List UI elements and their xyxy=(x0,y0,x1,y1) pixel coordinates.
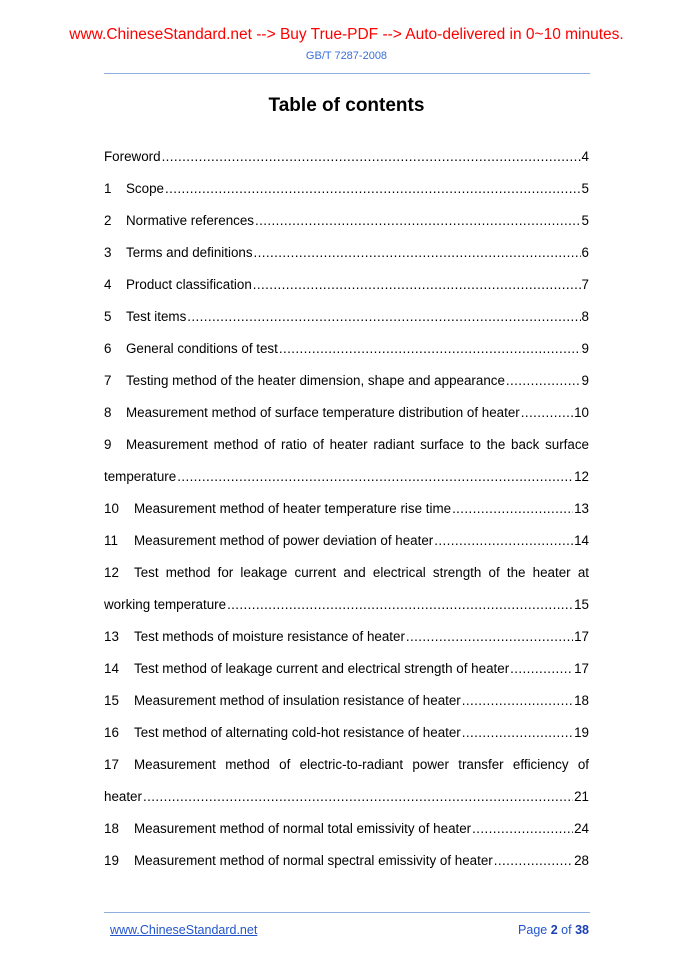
toc-label-continued: temperature xyxy=(104,469,177,484)
toc-entry[interactable] xyxy=(104,148,589,166)
toc-leader-dots xyxy=(227,596,573,614)
toc-number: 5 xyxy=(104,309,112,324)
toc-page-number: 7 xyxy=(581,277,589,292)
toc-leader-dots xyxy=(143,788,573,806)
toc-number: 10 xyxy=(104,501,119,516)
toc-leader-dots xyxy=(255,212,581,230)
toc-number: 18 xyxy=(104,821,119,836)
toc-entry-line1[interactable] xyxy=(104,436,589,454)
toc-number: 8 xyxy=(104,405,112,420)
toc-page-number: 9 xyxy=(581,341,589,356)
footer-website-link[interactable]: www.ChineseStandard.net xyxy=(110,923,258,937)
toc-entry[interactable] xyxy=(104,276,589,294)
toc-label: Test items xyxy=(126,309,187,324)
toc-number: 12 xyxy=(104,565,119,580)
header-divider xyxy=(104,73,590,74)
toc-entry[interactable] xyxy=(104,500,589,518)
toc-label: Terms and definitions xyxy=(126,245,253,260)
toc-leader-dots xyxy=(162,148,581,166)
toc-leader-dots xyxy=(253,276,581,294)
header-banner[interactable]: www.ChineseStandard.net --> Buy True-PDF --> Auto-delivered in 0~10 minutes. xyxy=(69,26,624,43)
toc-number: 7 xyxy=(104,373,112,388)
toc-label: Measurement method of normal spectral emissivity of heater xyxy=(134,853,493,868)
toc-leader-dots xyxy=(187,308,580,326)
page-current: 2 xyxy=(550,923,558,937)
toc-page-number: 21 xyxy=(574,789,589,804)
toc-leader-dots xyxy=(510,660,573,678)
toc-label: Test methods of moisture resistance of heater xyxy=(134,629,405,644)
toc-leader-dots xyxy=(472,820,573,838)
toc-page-number: 8 xyxy=(581,309,589,324)
toc-label: Scope xyxy=(126,181,164,196)
toc-entry[interactable] xyxy=(104,692,589,710)
toc-label: Test method of leakage current and electrical strength of heater xyxy=(134,661,510,676)
toc-page-number: 17 xyxy=(574,629,589,644)
toc-label-continued: working temperature xyxy=(104,597,227,612)
toc-number: 3 xyxy=(104,245,112,260)
toc-leader-dots xyxy=(521,404,573,422)
toc-label: Measurement method of heater temperature rise time xyxy=(134,501,452,516)
toc-page-number: 17 xyxy=(574,661,589,676)
toc-label: Measurement method of power deviation of heater xyxy=(134,533,434,548)
toc-entry[interactable] xyxy=(104,308,589,326)
toc-number: 17 xyxy=(104,757,119,772)
toc-page-number: 13 xyxy=(574,501,589,516)
toc-leader-dots xyxy=(254,244,581,262)
toc-label: Normative references xyxy=(126,213,255,228)
toc-page-number: 4 xyxy=(581,149,589,164)
toc-entry-line1[interactable] xyxy=(104,756,589,774)
toc-label: Test method for leakage current and electrical strength of the heater at xyxy=(134,565,589,580)
toc-page-number: 5 xyxy=(581,181,589,196)
toc-leader-dots xyxy=(165,180,581,198)
toc-number: 13 xyxy=(104,629,119,644)
page-of: of xyxy=(561,923,572,937)
toc-entry[interactable] xyxy=(104,180,589,198)
toc-entry[interactable] xyxy=(104,372,589,390)
toc-page-number: 6 xyxy=(581,245,589,260)
toc-leader-dots xyxy=(462,692,573,710)
standard-code: GB/T 7287-2008 xyxy=(305,50,388,62)
toc-page-number: 24 xyxy=(574,821,589,836)
toc-entry[interactable] xyxy=(104,660,589,678)
toc-entry[interactable] xyxy=(104,532,589,550)
toc-entry-line1[interactable] xyxy=(104,564,589,582)
toc-number: 1 xyxy=(104,181,112,196)
toc-number: 14 xyxy=(104,661,119,676)
toc-number: 4 xyxy=(104,277,112,292)
toc-page-number: 15 xyxy=(574,597,589,612)
toc-number: 2 xyxy=(104,213,112,228)
toc-label: Testing method of the heater dimension, shape and appearance xyxy=(126,373,505,388)
toc-page-number: 28 xyxy=(574,853,589,868)
footer-page-number xyxy=(518,923,589,937)
toc-label: Measurement method of normal total emissivity of heater xyxy=(134,821,472,836)
toc-leader-dots xyxy=(452,500,573,518)
toc-entry[interactable] xyxy=(104,788,589,806)
toc-leader-dots xyxy=(279,340,581,358)
toc-entry[interactable] xyxy=(104,820,589,838)
toc-leader-dots xyxy=(406,628,573,646)
toc-leader-dots xyxy=(506,372,581,390)
toc-page-number: 18 xyxy=(574,693,589,708)
toc-number: 19 xyxy=(104,853,119,868)
toc-entry[interactable] xyxy=(104,404,589,422)
page-total: 38 xyxy=(575,923,589,937)
toc-entry[interactable] xyxy=(104,724,589,742)
toc-leader-dots xyxy=(434,532,573,550)
toc-label: Measurement method of insulation resistance of heater xyxy=(134,693,461,708)
toc-page-number: 14 xyxy=(574,533,589,548)
toc-entry[interactable] xyxy=(104,628,589,646)
toc-page-number: 5 xyxy=(581,213,589,228)
toc-page-number: 12 xyxy=(574,469,589,484)
page-title: Table of contents xyxy=(268,95,425,116)
toc-page-number: 10 xyxy=(574,405,589,420)
toc-label-continued: heater xyxy=(104,789,142,804)
toc-page-number: 19 xyxy=(574,725,589,740)
footer-divider xyxy=(104,912,590,913)
toc-label: Test method of alternating cold-hot resistance of heater xyxy=(134,725,461,740)
page-prefix: Page xyxy=(518,923,548,937)
toc-entry[interactable] xyxy=(104,468,589,486)
toc-number: 16 xyxy=(104,725,119,740)
toc-entry[interactable] xyxy=(104,340,589,358)
toc-number: 6 xyxy=(104,341,112,356)
toc-label: Measurement method of surface temperature distribution of heater xyxy=(126,405,520,420)
toc-entry[interactable] xyxy=(104,596,589,614)
toc-entry[interactable] xyxy=(104,244,589,262)
toc-number: 9 xyxy=(104,437,112,452)
toc-label: Measurement method of ratio of heater radiant surface to the back surface xyxy=(126,437,589,452)
toc-number: 15 xyxy=(104,693,119,708)
toc-page-number: 9 xyxy=(581,373,589,388)
toc-label: Product classification xyxy=(126,277,252,292)
toc-label: Measurement method of electric-to-radiant power transfer efficiency of xyxy=(134,757,589,772)
toc-leader-dots xyxy=(494,852,573,870)
toc-entry[interactable] xyxy=(104,852,589,870)
toc-number: 11 xyxy=(104,533,118,548)
toc-leader-dots xyxy=(462,724,573,742)
toc-label: General conditions of test xyxy=(126,341,278,356)
toc-label: Foreword xyxy=(104,149,161,164)
toc-entry[interactable] xyxy=(104,212,589,230)
toc-leader-dots xyxy=(177,468,573,486)
